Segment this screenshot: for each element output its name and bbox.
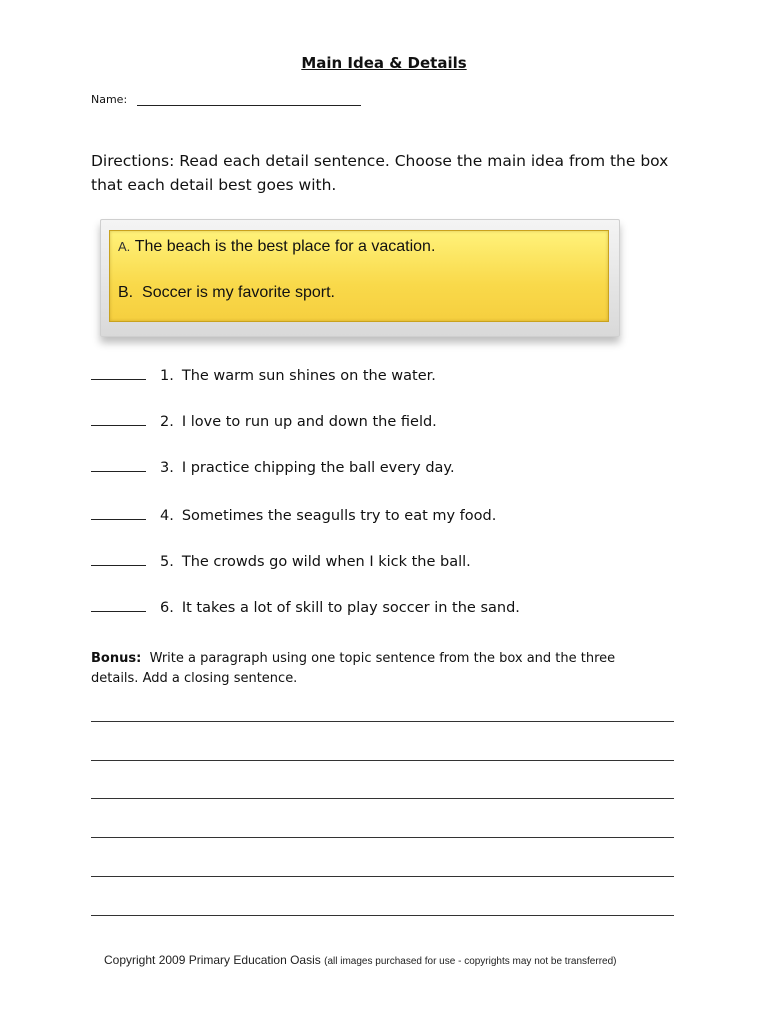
writing-line[interactable] [91, 760, 674, 761]
directions-text: Directions: Read each detail sentence. Choose the main idea from the box that each detail best goes with. [91, 152, 669, 194]
detail-number: 2. [160, 414, 174, 430]
answer-blank[interactable] [91, 424, 146, 426]
main-idea-b-letter: B. [118, 284, 134, 301]
copyright-text: Copyright 2009 Primary Education Oasis [104, 953, 321, 967]
detail-number: 1. [160, 368, 174, 384]
copyright-note: (all images purchased for use - copyrights may not be transferred) [324, 956, 617, 967]
main-idea-a-lead: T [134, 238, 145, 255]
writing-line[interactable] [91, 915, 674, 916]
writing-line[interactable] [91, 798, 674, 799]
detail-item [91, 414, 437, 430]
detail-text: It takes a lot of skill to play soccer in the sand. [181, 600, 520, 616]
main-idea-box [109, 230, 609, 322]
bonus-text: Write a paragraph using one topic sentence from the box and the three details. Add a closing sentence. [91, 651, 616, 686]
answer-blank[interactable] [91, 378, 146, 380]
detail-item [91, 368, 436, 384]
detail-text: I practice chipping the ball every day. [181, 460, 455, 476]
detail-item [91, 600, 520, 616]
main-idea-a-letter: A. [118, 239, 131, 254]
detail-text: The warm sun shines on the water. [181, 368, 436, 384]
copyright-footer [104, 953, 616, 967]
answer-blank[interactable] [91, 610, 146, 612]
answer-blank[interactable] [91, 518, 146, 520]
main-idea-box-frame [100, 219, 620, 337]
main-idea-a-text: he beach is the best place for a vacation. [144, 238, 436, 255]
writing-line[interactable] [91, 837, 674, 838]
detail-number: 4. [160, 508, 174, 524]
name-label: Name: [91, 93, 128, 106]
main-idea-b-text: Soccer is my favorite sport. [142, 284, 335, 301]
detail-item [91, 554, 471, 570]
name-blank-line[interactable] [137, 95, 361, 106]
detail-number: 6. [160, 600, 174, 616]
bonus-label: Bonus: [91, 651, 142, 666]
main-idea-b [118, 284, 335, 302]
writing-line[interactable] [91, 721, 674, 722]
answer-blank[interactable] [91, 470, 146, 472]
name-row [91, 93, 361, 106]
detail-text: The crowds go wild when I kick the ball. [181, 554, 471, 570]
writing-line[interactable] [91, 876, 674, 877]
detail-item [91, 508, 496, 524]
detail-text: I love to run up and down the field. [181, 414, 437, 430]
worksheet-title: Main Idea & Details [301, 54, 467, 72]
detail-text: Sometimes the seagulls try to eat my food. [181, 508, 497, 524]
main-idea-a [118, 238, 435, 256]
detail-item [91, 460, 455, 476]
detail-number: 5. [160, 554, 174, 570]
answer-blank[interactable] [91, 564, 146, 566]
bonus-instructions [91, 649, 661, 689]
detail-number: 3. [160, 460, 174, 476]
